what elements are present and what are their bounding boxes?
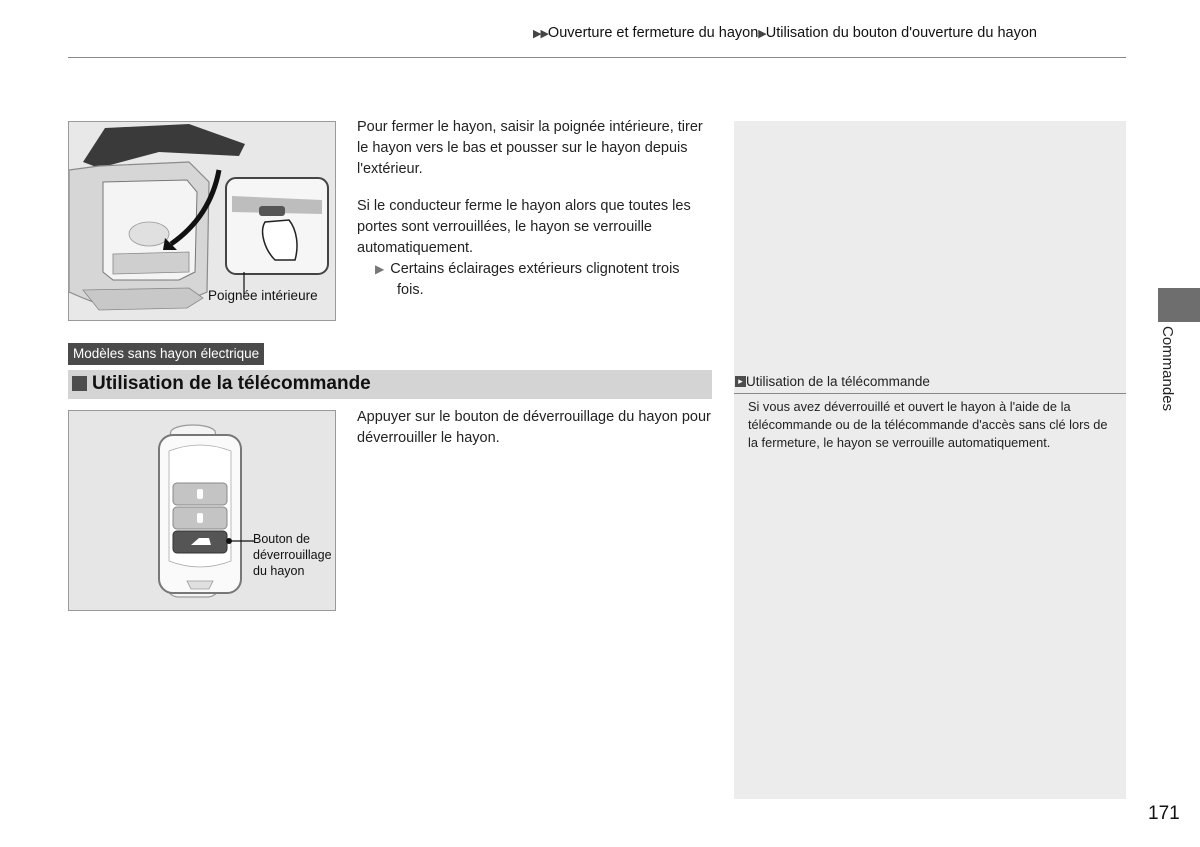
auto-lock-paragraph: Si le conducteur ferme le hayon alors que toutes les portes sont verrouillées, le hayon se verrouille automatiquement. xyxy=(357,198,691,256)
side-note-panel xyxy=(734,121,1126,799)
note-text-second: fois. xyxy=(397,282,424,298)
remote-key-illustration xyxy=(68,410,336,611)
side-note-text: Si vous avez déverrouillé et ouvert le hayon à l'aide de la télécommande ou de la télécommande d'accès sans clé lors de la fermeture, le hayon se verrouille automatiquement. xyxy=(748,399,1108,450)
inner-handle-label: Poignée intérieure xyxy=(208,288,318,303)
unlock-button-label-line1: Bouton de xyxy=(253,532,310,546)
close-tailgate-paragraph: Pour fermer le hayon, saisir la poignée intérieure, tirer le hayon vers le bas et pousser sur le hayon depuis l'extérieur. xyxy=(357,119,703,177)
breadcrumb xyxy=(533,25,1037,41)
header-divider xyxy=(68,57,1126,58)
unlock-button-label-line2: déverrouillage xyxy=(253,548,332,562)
section-title: Utilisation de la télécommande xyxy=(92,373,371,394)
unlock-button-label-line3: du hayon xyxy=(253,564,305,578)
page-number: 171 xyxy=(1148,803,1180,824)
chapter-label xyxy=(1152,326,1192,426)
breadcrumb-separator-icon: ▶ xyxy=(758,28,766,40)
lights-note xyxy=(375,259,715,301)
breadcrumb-parent[interactable]: Ouverture et fermeture du hayon xyxy=(547,25,759,41)
section-square-icon xyxy=(72,376,87,391)
note-text-first: Certains éclairages extérieurs clignotent trois xyxy=(390,261,680,277)
breadcrumb-current: Utilisation du bouton d'ouverture du hayon xyxy=(765,25,1037,41)
reference-icon: ▸ xyxy=(735,376,746,387)
remote-key-drawing xyxy=(69,411,336,611)
note-arrow-icon: ▶ xyxy=(375,262,385,276)
remote-paragraph: Appuyer sur le bouton de déverrouillage du hayon pour déverrouiller le hayon. xyxy=(357,409,711,446)
unlock-button-label xyxy=(253,531,343,579)
chapter-thumb-tab[interactable] xyxy=(1158,288,1200,322)
chapter-label-text: Commandes xyxy=(1159,326,1176,412)
model-tag: Modèles sans hayon électrique xyxy=(68,343,264,365)
side-note-title: Utilisation de la télécommande xyxy=(746,374,930,389)
breadcrumb-arrows-icon: ▶▶ xyxy=(533,28,548,40)
